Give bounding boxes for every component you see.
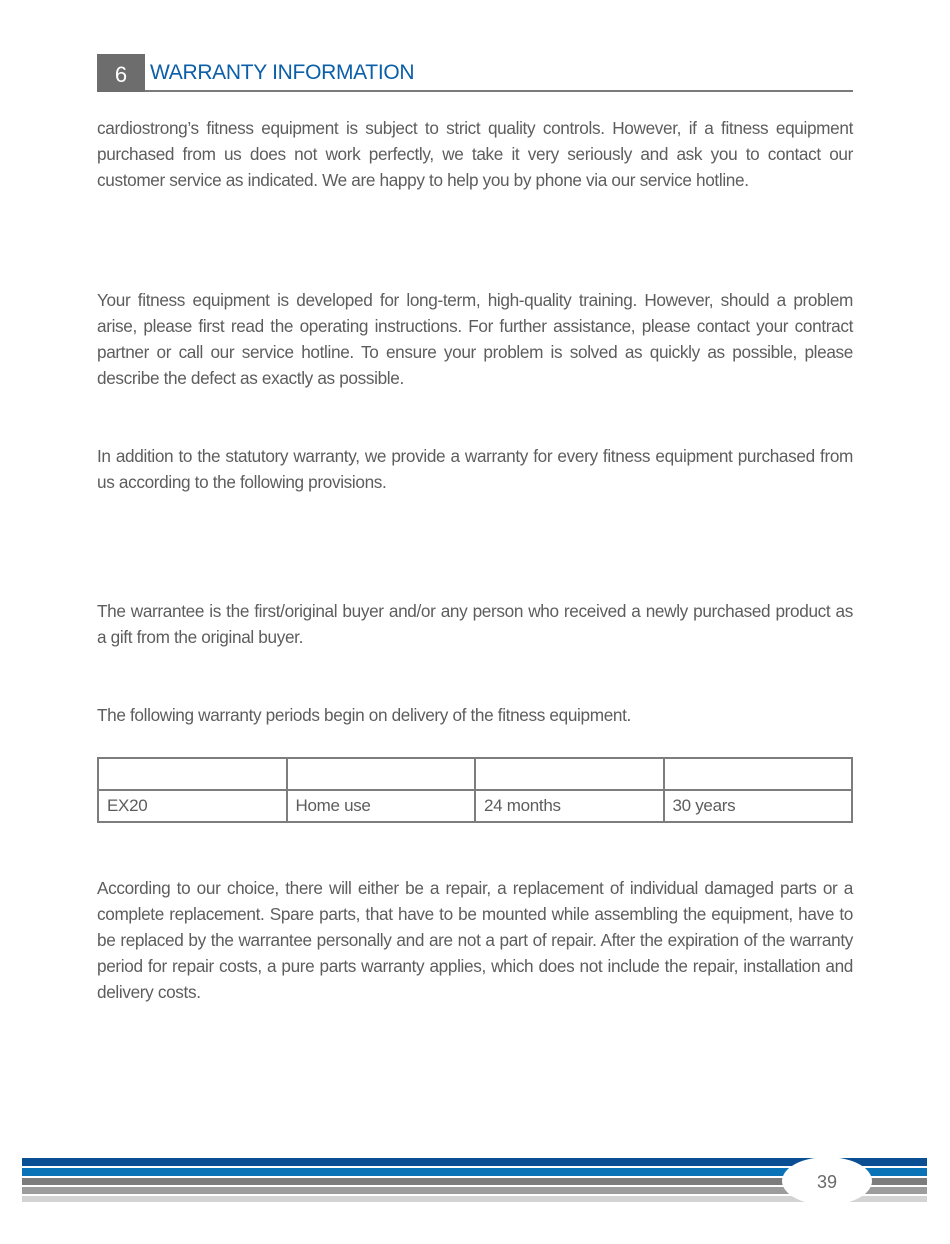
table-row bbox=[98, 790, 852, 822]
intro-paragraph: cardiostrong’s fitness equipment is subject to strict quality controls. However, if a fitness equipment purchased from us does not work perfectly, we take it very seriously and ask you to contact our customer service as indicated. We are happy to help you by phone via our service hotline. bbox=[97, 118, 853, 190]
table-header-cell bbox=[98, 758, 287, 790]
support-paragraph: Your fitness equipment is developed for long-term, high-quality training. However, should a problem arise, please first read the operating instructions. For further assistance, please contact your contract partner or call our service hotline. To ensure your problem is solved as quickly as possible, please describe the defect as exactly as possible. bbox=[97, 290, 853, 388]
page-number: 39 bbox=[782, 1157, 872, 1205]
section-title: WARRANTY INFORMATION bbox=[150, 61, 415, 84]
header-underline bbox=[145, 90, 853, 92]
table-header-cell bbox=[287, 758, 476, 790]
repair-terms-paragraph: According to our choice, there will either be a repair, a replacement of individual damaged parts or a complete replacement. Spare parts, that have to be mounted while assembling the equipment, have to be replaced by the warrantee personally and are not a part of repair. After the expiration of the warranty period for repair costs, a pure parts warranty applies, which does not include the repair, installation and delivery costs. bbox=[97, 878, 853, 1002]
section-header bbox=[97, 54, 853, 92]
frame-warranty-cell: 30 years bbox=[664, 790, 853, 822]
table-header-row bbox=[98, 758, 852, 790]
table-header-cell bbox=[475, 758, 664, 790]
warranty-periods-table bbox=[97, 757, 853, 823]
table-header-cell bbox=[664, 758, 853, 790]
footer-stripe-light-gray bbox=[22, 1196, 927, 1202]
provisions-paragraph: In addition to the statutory warranty, we provide a warranty for every fitness equipment purchased from us according to the following provisions. bbox=[97, 446, 853, 492]
model-cell: EX20 bbox=[98, 790, 287, 822]
warranty-periods-intro: The following warranty periods begin on delivery of the fitness equipment. bbox=[97, 705, 631, 725]
section-number-badge: 6 bbox=[97, 54, 145, 92]
warrantee-paragraph: The warrantee is the first/original buyer and/or any person who received a newly purchased product as a gift from the original buyer. bbox=[97, 601, 853, 647]
usage-cell: Home use bbox=[287, 790, 476, 822]
warranty-period-cell: 24 months bbox=[475, 790, 664, 822]
